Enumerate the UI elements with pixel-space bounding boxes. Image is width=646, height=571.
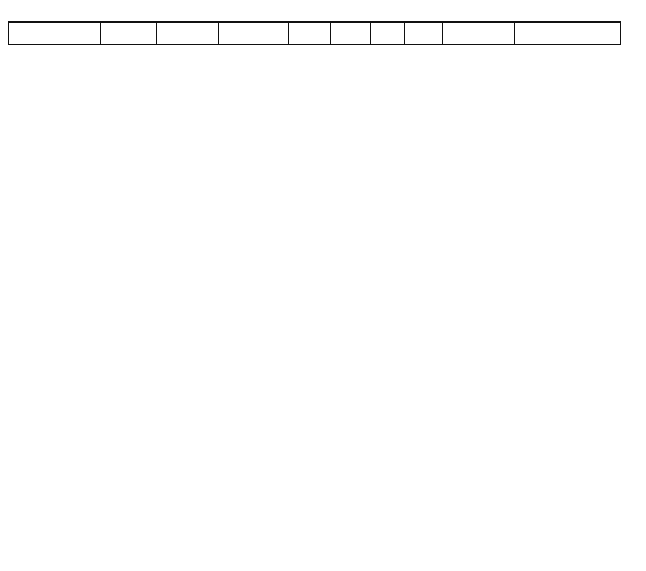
total-value: [331, 22, 371, 44]
total-value: [443, 22, 515, 44]
total-value: [219, 22, 289, 44]
total-value: [405, 22, 443, 44]
total-label: [9, 22, 101, 44]
total-row: [9, 22, 621, 44]
land-table-sheet: [8, 21, 620, 45]
land-table: [8, 21, 621, 45]
total-empty-cell: [515, 22, 621, 44]
total-value: [101, 22, 157, 44]
total-value: [371, 22, 405, 44]
total-value: [289, 22, 331, 44]
total-value: [157, 22, 219, 44]
